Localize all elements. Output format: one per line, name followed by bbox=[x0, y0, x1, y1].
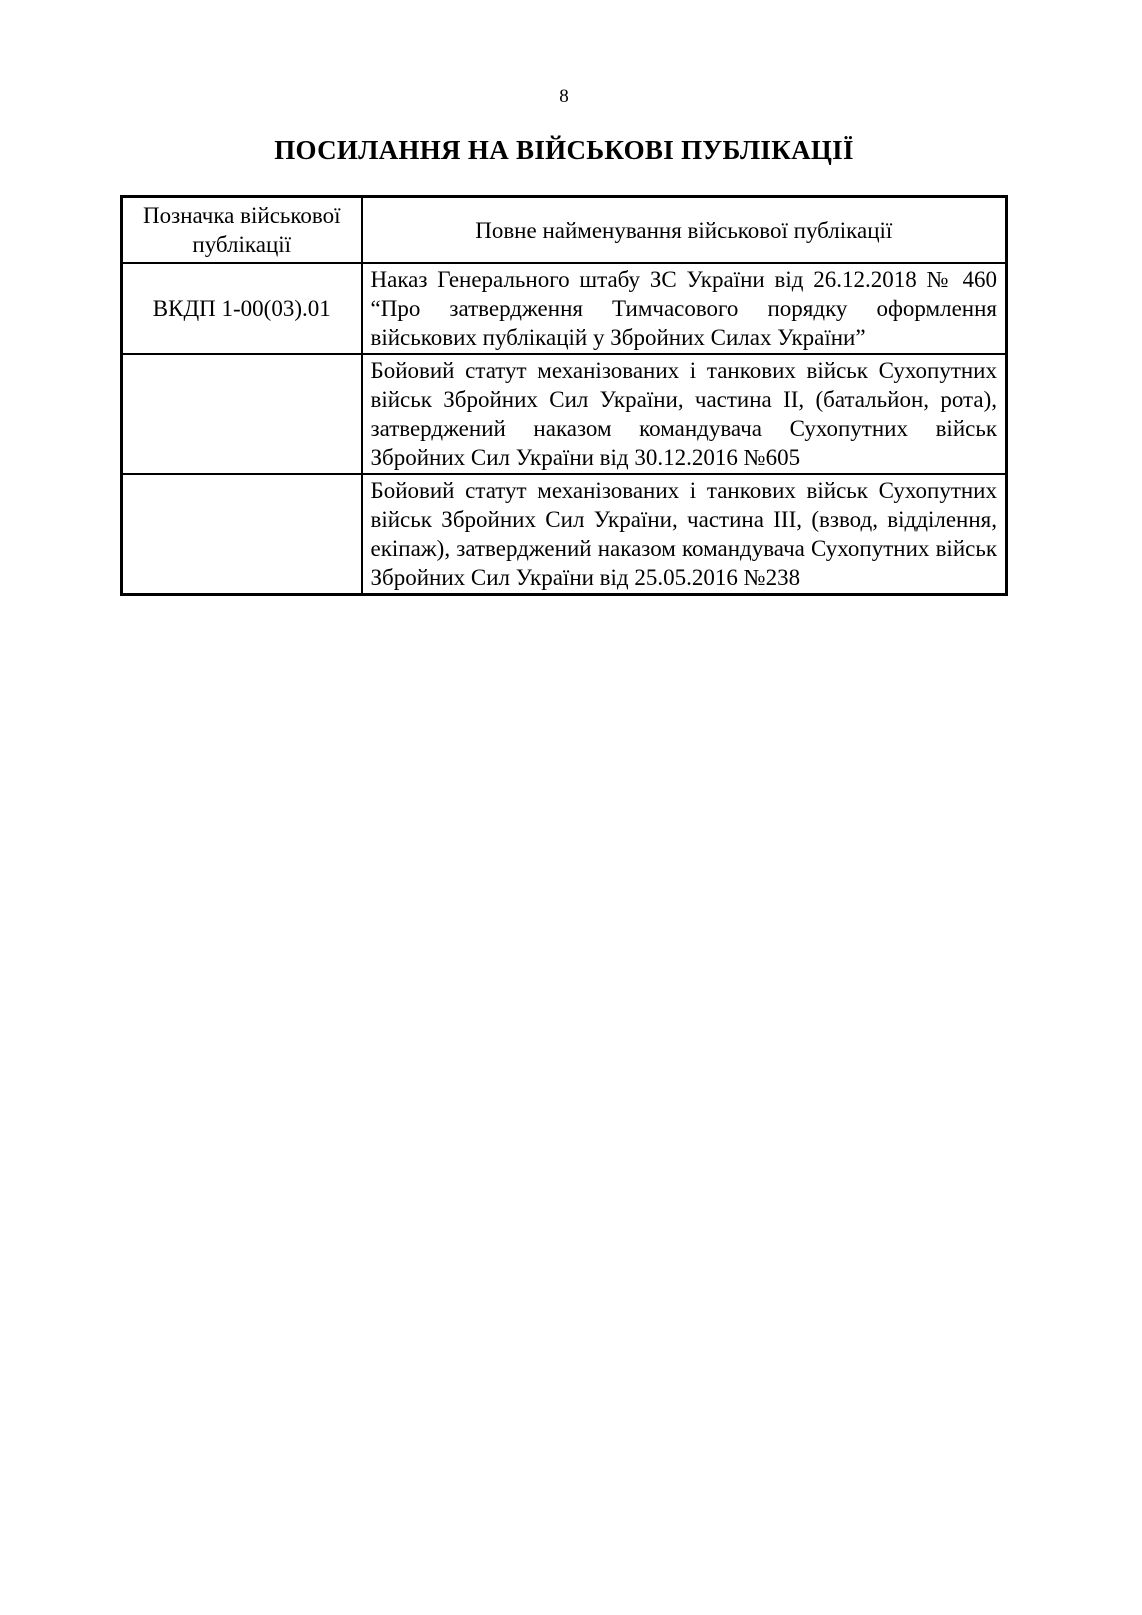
document-page bbox=[120, 0, 1008, 596]
table-row bbox=[122, 263, 1007, 354]
full-name-cell: Бойовий статут механізованих і танкових військ Сухопутних військ Збройних Сил України, частина III, (взвод, відділення, екіпаж), затверджений наказом командувача Сухопутних військ Збройних Сил України від 25.05.2016 №238 bbox=[362, 474, 1007, 595]
column-header-full-name: Повне найменування військової публікації bbox=[362, 197, 1007, 264]
designation-cell bbox=[122, 474, 362, 595]
column-header-designation: Позначка військової публікації bbox=[122, 197, 362, 264]
page-number: 8 bbox=[559, 86, 569, 107]
full-name-cell: Наказ Генерального штабу ЗС України від 26.12.2018 № 460 “Про затвердження Тимчасового порядку оформлення військових публікацій у Збройних Силах України” bbox=[362, 263, 1007, 354]
designation-cell bbox=[122, 354, 362, 474]
table-row bbox=[122, 354, 1007, 474]
designation-cell: ВКДП 1-00(03).01 bbox=[122, 263, 362, 354]
page-title: ПОСИЛАННЯ НА ВІЙСЬКОВІ ПУБЛІКАЦІЇ bbox=[274, 135, 854, 165]
full-name-cell: Бойовий статут механізованих і танкових військ Сухопутних військ Збройних Сил України, частина II, (батальйон, рота), затверджений наказом командувача Сухопутних військ Збройних Сил України від 30.12.2016 №605 bbox=[362, 354, 1007, 474]
table-row bbox=[122, 474, 1007, 595]
publications-table bbox=[120, 195, 1008, 596]
table-header-row bbox=[122, 197, 1007, 264]
